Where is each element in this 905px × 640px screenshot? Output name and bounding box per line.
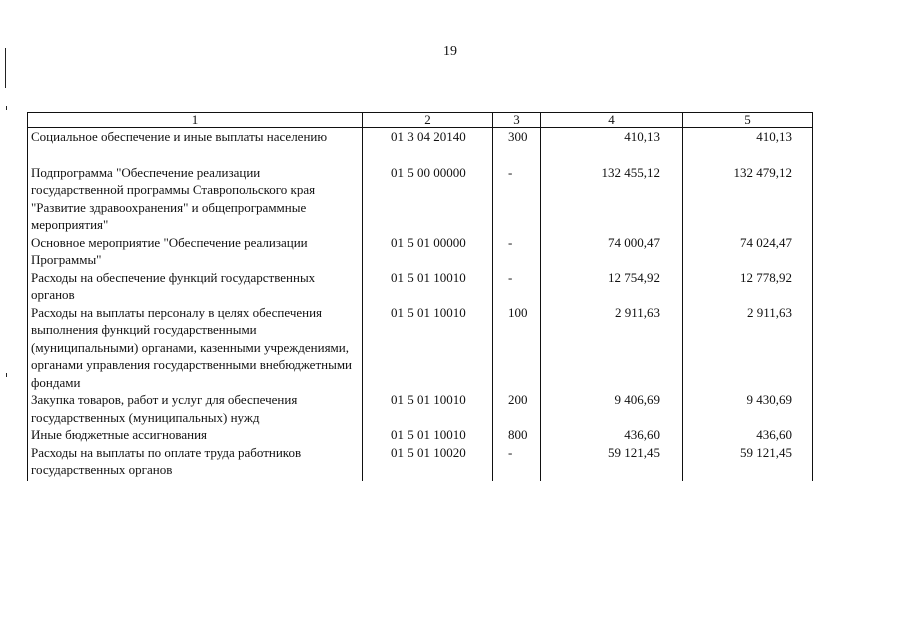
row-value-5: 12 778,92 (683, 269, 813, 304)
table-header (28, 113, 813, 128)
table-row (28, 444, 813, 481)
row-code: 01 5 01 10010 (363, 269, 493, 304)
row-name: Основное мероприятие "Обеспечение реализации Программы" (28, 234, 363, 269)
row-value-5: 59 121,45 (683, 444, 813, 481)
column-header-2: 2 (363, 113, 493, 128)
row-type: 100 (493, 304, 541, 392)
row-type: - (493, 269, 541, 304)
row-value-4: 436,60 (541, 426, 683, 444)
row-name: Социальное обеспечение и иные выплаты населению (28, 128, 363, 146)
column-header-4: 4 (541, 113, 683, 128)
table-row (28, 391, 813, 426)
row-name: Закупка товаров, работ и услуг для обеспечения государственных (муниципальных) нужд (28, 391, 363, 426)
margin-mark-mid (6, 106, 7, 110)
table-row (28, 269, 813, 304)
table-row (28, 164, 813, 234)
row-name: Расходы на обеспечение функций государственных органов (28, 269, 363, 304)
row-code: 01 5 01 10010 (363, 391, 493, 426)
row-name: Иные бюджетные ассигнования (28, 426, 363, 444)
table-row (28, 234, 813, 269)
budget-table (27, 112, 813, 481)
row-value-5: 410,13 (683, 128, 813, 146)
row-type: - (493, 164, 541, 234)
header-row (28, 113, 813, 128)
row-value-4: 12 754,92 (541, 269, 683, 304)
page-number: 19 (443, 44, 457, 59)
row-name: Подпрограмма "Обеспечение реализации государственной программы Ставропольского края "Развитие здравоохранения" и общепрограммные мероприятия" (28, 164, 363, 234)
row-value-5: 132 479,12 (683, 164, 813, 234)
column-header-3: 3 (493, 113, 541, 128)
row-value-4: 74 000,47 (541, 234, 683, 269)
row-value-4: 2 911,63 (541, 304, 683, 392)
table-row (28, 426, 813, 444)
row-value-4: 9 406,69 (541, 391, 683, 426)
row-value-4: 59 121,45 (541, 444, 683, 481)
row-value-4: 132 455,12 (541, 164, 683, 234)
row-code: 01 5 01 10010 (363, 304, 493, 392)
row-code: 01 3 04 20140 (363, 128, 493, 146)
table-row (28, 304, 813, 392)
row-value-5: 9 430,69 (683, 391, 813, 426)
row-value-4: 410,13 (541, 128, 683, 146)
row-code: 01 5 01 00000 (363, 234, 493, 269)
row-code: 01 5 01 10020 (363, 444, 493, 481)
column-header-5: 5 (683, 113, 813, 128)
row-type: - (493, 234, 541, 269)
column-header-1: 1 (28, 113, 363, 128)
row-type: - (493, 444, 541, 481)
row-type: 300 (493, 128, 541, 146)
row-code: 01 5 00 00000 (363, 164, 493, 234)
row-value-5: 2 911,63 (683, 304, 813, 392)
row-value-5: 74 024,47 (683, 234, 813, 269)
row-name: Расходы на выплаты по оплате труда работников государственных органов (28, 444, 363, 481)
table-row (28, 128, 813, 146)
margin-mark-top (5, 48, 6, 88)
row-type: 800 (493, 426, 541, 444)
row-code: 01 5 01 10010 (363, 426, 493, 444)
table-body (28, 128, 813, 481)
row-value-5: 436,60 (683, 426, 813, 444)
margin-mark-low (6, 373, 7, 377)
row-name: Расходы на выплаты персоналу в целях обеспечения выполнения функций государственными (муниципальными) органами, казенными учреждениями, органами управления государственными внебюджетными фондами (28, 304, 363, 392)
row-type: 200 (493, 391, 541, 426)
table-spacer-row (28, 146, 813, 164)
